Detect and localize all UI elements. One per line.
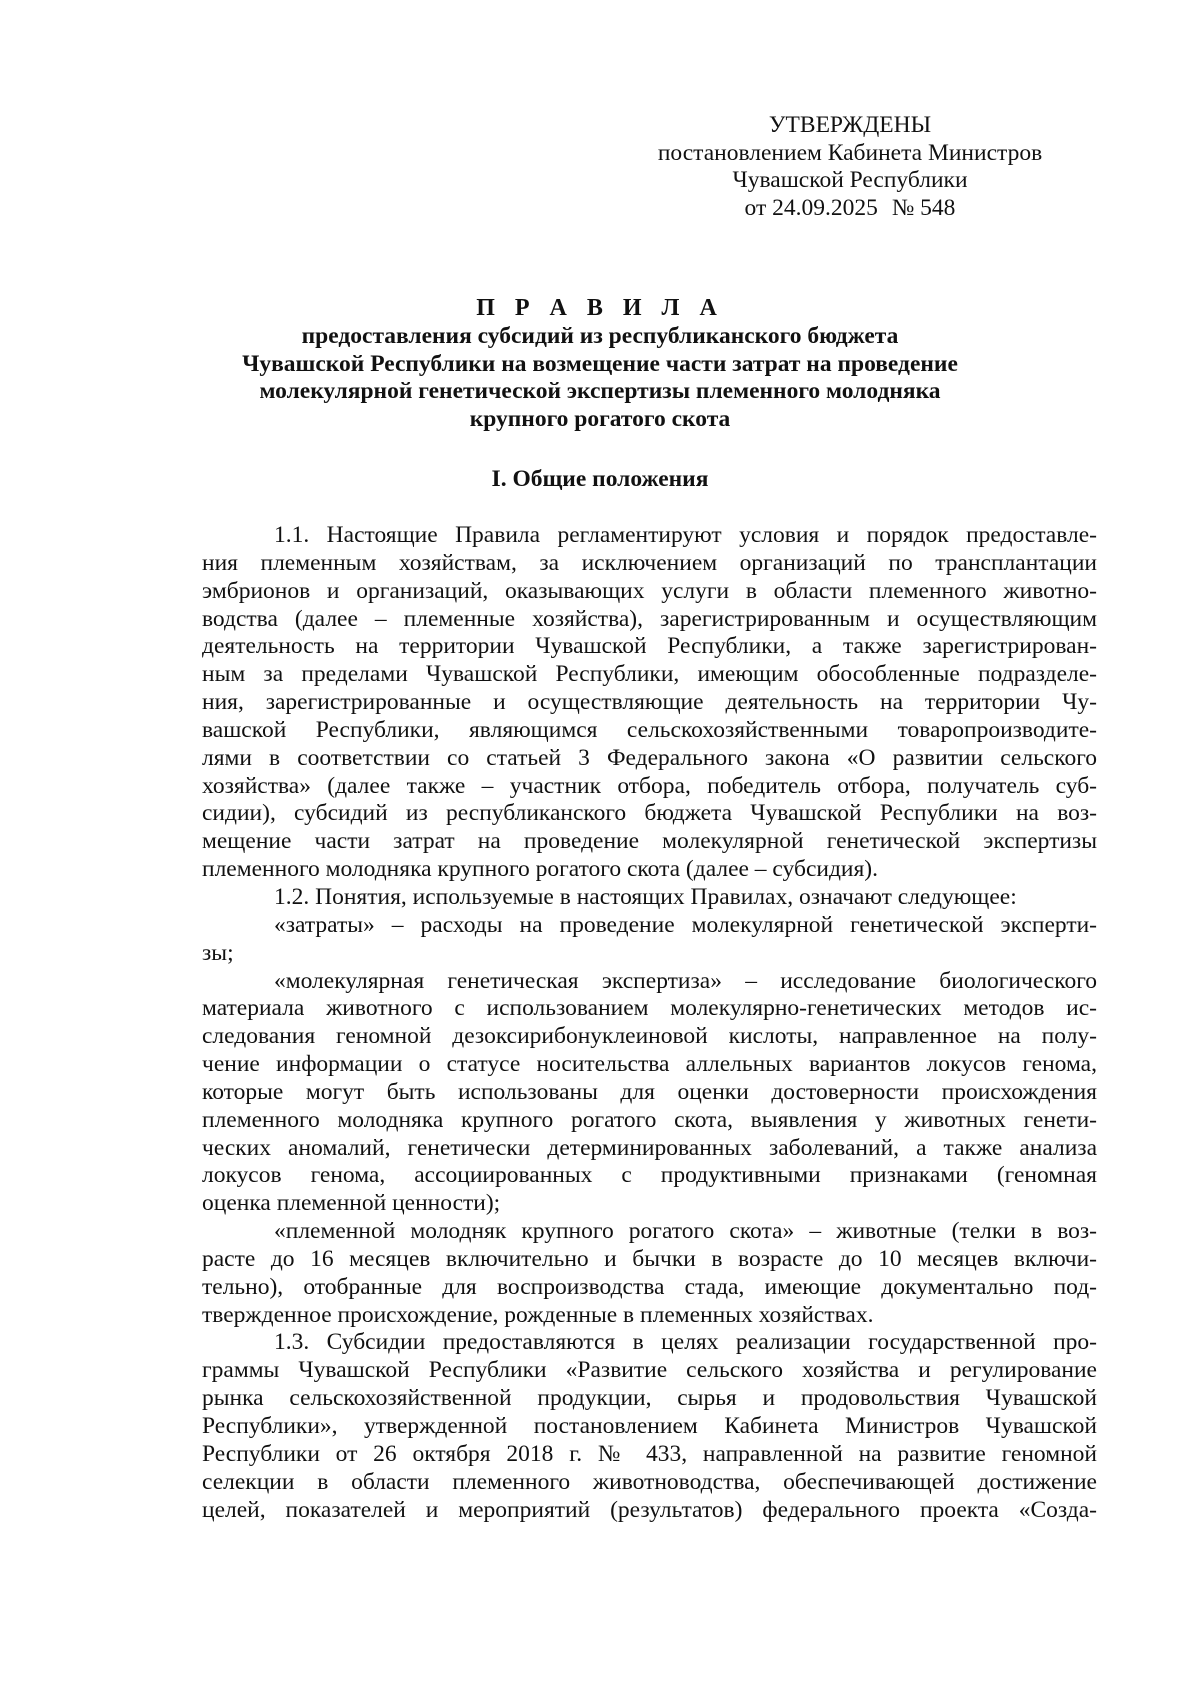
body-line: сидии), субсидий из республиканского бюджета Чувашской Республики на воз- (202, 800, 1097, 827)
body-line: «затраты» – расходы на проведение молекулярной генетической эксперти- (274, 911, 1097, 938)
title-line: молекулярной генетической экспертизы племенного молодняка (259, 378, 941, 404)
body-line: следования геномной дезоксирибонуклеиновой кислоты, направленное на полу- (202, 1023, 1097, 1050)
body-line: твержденное происхождение, рожденные в племенных хозяйствах. (202, 1301, 874, 1328)
body-line: 1.2. Понятия, используемые в настоящих Правилах, означают следующее: (274, 883, 1017, 910)
body-line: деятельность на территории Чувашской Республики, а также зарегистрирован- (202, 633, 1097, 660)
body-line: ния племенным хозяйствам, за исключением организаций по трансплантации (202, 549, 1097, 576)
body-line: оценка племенной ценности); (202, 1190, 501, 1217)
body-line: ческих аномалий, генетически детерминированных заболеваний, а также анализа (202, 1134, 1097, 1161)
body-line: мещение части затрат на проведение молекулярной генетической экспертизы (202, 828, 1097, 855)
body-line: материала животного с использованием молекулярно-генетических методов ис- (202, 995, 1097, 1022)
body-line: 1.1. Настоящие Правила регламентируют условия и порядок предоставле- (274, 522, 1097, 548)
title-subtitle (180, 323, 1020, 433)
body-line: Республики от 26 октября 2018 г. № 433, направленной на развитие геномной (202, 1440, 1097, 1467)
body-line: чение информации о статусе носительства аллельных вариантов локусов генома, (202, 1051, 1097, 1078)
approval-heading: УТВЕРЖДЕНЫ (768, 112, 932, 138)
body-line: эмбрионов и организаций, оказывающих услуги в области племенного животно- (202, 577, 1097, 604)
approval-date: от 24.09.2025 (744, 194, 878, 221)
body-line: «молекулярная генетическая экспертиза» – исследование биологического (274, 967, 1097, 994)
document-body (202, 522, 1097, 1524)
body-line: которые могут быть использованы для оценки достоверности происхождения (202, 1078, 1097, 1105)
body-line: тельно), отобранные для воспроизводства стада, имеющие документально под- (202, 1273, 1097, 1300)
body-line: водства (далее – племенные хозяйства), зарегистрированным и осуществляющим (202, 605, 1097, 632)
body-line: селекции в области племенного животноводства, обеспечивающей достижение (202, 1468, 1097, 1495)
title-line: Чувашской Республики на возмещение части затрат на проведение (242, 350, 958, 377)
document-title (180, 293, 1020, 433)
section-heading: I. Общие положения (491, 466, 709, 492)
body-line: Республики», утвержденной постановлением Кабинета Министров Чувашской (202, 1413, 1097, 1439)
body-line: лями в соответствии со статьей 3 Федерального закона «О развитии сельского (202, 744, 1097, 771)
body-line: граммы Чувашской Республики «Развитие сельского хозяйства и регулирование (202, 1357, 1097, 1384)
body-line: расте до 16 месяцев включительно и бычки в возрасте до 10 месяцев включи- (202, 1245, 1097, 1272)
body-line: племенного молодняка крупного рогатого скота (далее – субсидия). (202, 856, 879, 883)
body-line: зы; (202, 939, 234, 966)
approval-stamp (640, 112, 1060, 222)
title-line: предоставления субсидий из республиканского бюджета (301, 323, 899, 349)
body-line: 1.3. Субсидии предоставляются в целях реализации государственной про- (274, 1329, 1097, 1356)
body-line: племенного молодняка крупного рогатого скота, выявления у животных генети- (202, 1106, 1097, 1133)
body-line: рынка сельскохозяйственной продукции, сырья и продовольствия Чувашской (202, 1385, 1097, 1412)
body-line: вашской Республики, являющимся сельскохозяйственными товаропроизводите- (202, 716, 1097, 743)
body-line: ным за пределами Чувашской Республики, имеющим обособленные подразделе- (202, 661, 1097, 688)
title-main: П Р А В И Л А (476, 295, 724, 321)
approval-line-2: Чувашской Республики (732, 167, 968, 193)
approval-date-line (640, 195, 1060, 223)
approval-line-1: постановлением Кабинета Министров (657, 139, 1043, 166)
body-line: хозяйства» (далее также – участник отбора, победитель отбора, получатель суб- (202, 772, 1097, 799)
title-line: крупного рогатого скота (469, 405, 731, 432)
body-line: ния, зарегистрированные и осуществляющие деятельность на территории Чу- (202, 689, 1097, 716)
body-line: локусов генома, ассоциированных с продуктивными признаками (геномная (202, 1162, 1097, 1189)
body-line: целей, показателей и мероприятий (результатов) федерального проекта «Созда- (202, 1496, 1097, 1523)
approval-number: № 548 (891, 194, 956, 221)
body-line: «племенной молодняк крупного рогатого скота» – животные (телки в воз- (274, 1218, 1097, 1245)
